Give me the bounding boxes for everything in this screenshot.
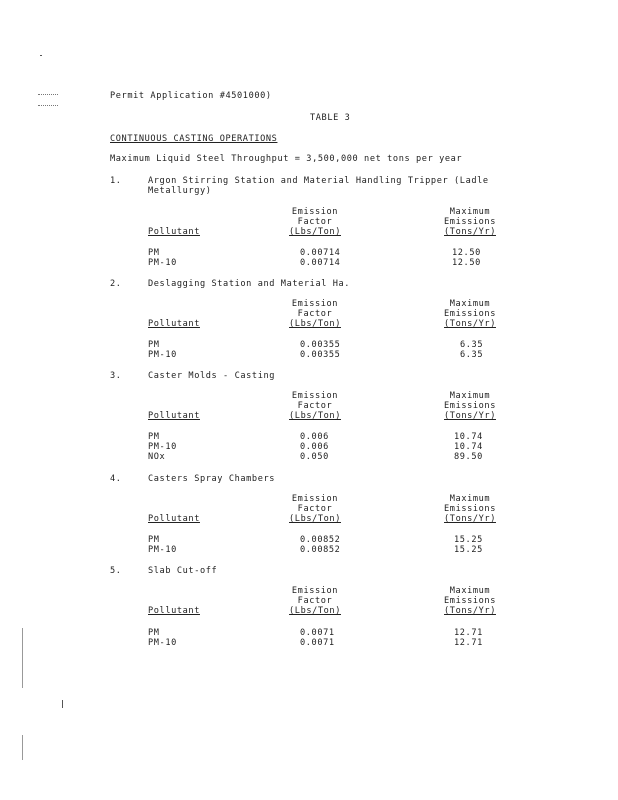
table-row-pollutant: PM-10 — [148, 258, 177, 268]
header-line: (Lbs/Ton) — [289, 606, 341, 616]
table-row-max: 6.35 — [460, 340, 484, 350]
header-line: (Lbs/Ton) — [289, 514, 341, 524]
header-line: Factor — [297, 401, 333, 411]
stamp-mark — [38, 94, 58, 106]
table-row-pollutant: PM — [148, 340, 160, 350]
header-line: (Tons/Yr) — [444, 514, 496, 524]
scan-speck — [62, 700, 63, 708]
table-row-pollutant: PM — [148, 535, 160, 545]
table-row-pollutant: PM-10 — [148, 638, 177, 648]
header-line: Factor — [297, 309, 333, 319]
scan-edge-line — [22, 628, 23, 688]
header-line: (Lbs/Ton) — [289, 319, 341, 329]
emission-factor-header — [270, 391, 360, 421]
header-line: (Tons/Yr) — [444, 606, 496, 616]
emission-factor-header — [270, 586, 360, 616]
section-heading: Slab Cut-off — [148, 566, 218, 576]
permit-label: Permit Application #4501000) — [110, 91, 272, 101]
table-row-pollutant: PM — [148, 432, 160, 442]
section-number: 3. — [110, 371, 122, 381]
emission-factor-header — [270, 207, 360, 237]
header-line: Emissions — [444, 504, 496, 514]
table-row-factor: 0.006 — [300, 432, 329, 442]
header-line: Maximum — [449, 494, 491, 504]
table-row-factor: 0.00714 — [300, 258, 341, 268]
section-heading: Deslagging Station and Material Ha. — [148, 279, 351, 289]
pollutant-header: Pollutant — [148, 227, 200, 237]
header-line: Maximum — [449, 207, 491, 217]
emission-factor-header — [270, 299, 360, 329]
header-line: (Tons/Yr) — [444, 319, 496, 329]
table-row-max: 12.50 — [452, 248, 481, 258]
section-heading: Casters Spray Chambers — [148, 474, 276, 484]
pollutant-header: Pollutant — [148, 411, 200, 421]
table-row-pollutant: PM-10 — [148, 545, 177, 555]
section-number: 2. — [110, 279, 122, 289]
section-heading: Caster Molds - Casting — [148, 371, 276, 381]
table-row-max: 89.50 — [454, 452, 483, 462]
emission-factor-header — [270, 494, 360, 524]
header-line: Emissions — [444, 217, 496, 227]
header-line: Maximum — [449, 586, 491, 596]
table-row-max: 6.35 — [460, 350, 484, 360]
header-line: Emission — [291, 494, 339, 504]
table-row-max: 12.71 — [454, 638, 483, 648]
section-number: 1. — [110, 176, 122, 186]
header-line: Emissions — [444, 401, 496, 411]
header-line: (Tons/Yr) — [444, 411, 496, 421]
header-line: Factor — [297, 217, 333, 227]
header-line: Factor — [297, 596, 333, 606]
header-line: Emission — [291, 586, 339, 596]
header-line: (Lbs/Ton) — [289, 411, 341, 421]
table-row-max: 10.74 — [454, 432, 483, 442]
table-row-pollutant: PM-10 — [148, 350, 177, 360]
max-emissions-header — [420, 494, 520, 524]
section-number: 5. — [110, 566, 122, 576]
table-row-pollutant: NOx — [148, 452, 166, 462]
table-row-max: 12.71 — [454, 628, 483, 638]
table-row-factor: 0.00355 — [300, 340, 341, 350]
table-row-factor: 0.00852 — [300, 545, 341, 555]
table-row-factor: 0.00355 — [300, 350, 341, 360]
table-row-max: 10.74 — [454, 442, 483, 452]
scan-speck — [40, 55, 42, 56]
pollutant-header: Pollutant — [148, 319, 200, 329]
header-line: Emission — [291, 391, 339, 401]
table-row-max: 15.25 — [454, 535, 483, 545]
max-emissions-header — [420, 207, 520, 237]
max-emissions-header — [420, 391, 520, 421]
header-line: Maximum — [449, 299, 491, 309]
section-heading-continued: Metallurgy) — [148, 186, 212, 196]
section-title: CONTINUOUS CASTING OPERATIONS — [110, 134, 278, 144]
table-title: TABLE 3 — [310, 113, 351, 123]
pollutant-header: Pollutant — [148, 606, 200, 616]
header-line: Maximum — [449, 391, 491, 401]
header-line: Emissions — [444, 309, 496, 319]
table-row-max: 12.50 — [452, 258, 481, 268]
table-row-factor: 0.0071 — [300, 628, 335, 638]
table-row-pollutant: PM-10 — [148, 442, 177, 452]
header-line: Emission — [291, 299, 339, 309]
header-line: (Lbs/Ton) — [289, 227, 341, 237]
scan-edge-line — [22, 735, 23, 760]
table-row-factor: 0.00714 — [300, 248, 341, 258]
header-line: Emission — [291, 207, 339, 217]
throughput-line: Maximum Liquid Steel Throughput = 3,500,000 net tons per year — [110, 154, 463, 164]
section-heading: Argon Stirring Station and Material Handling Tripper (Ladle — [148, 176, 489, 186]
table-row-pollutant: PM — [148, 248, 160, 258]
max-emissions-header — [420, 586, 520, 616]
header-line: (Tons/Yr) — [444, 227, 496, 237]
header-line: Emissions — [444, 596, 496, 606]
table-row-factor: 0.0071 — [300, 638, 335, 648]
table-row-factor: 0.006 — [300, 442, 329, 452]
table-row-factor: 0.050 — [300, 452, 329, 462]
table-row-factor: 0.00852 — [300, 535, 341, 545]
section-number: 4. — [110, 474, 122, 484]
max-emissions-header — [420, 299, 520, 329]
table-row-max: 15.25 — [454, 545, 483, 555]
header-line: Factor — [297, 504, 333, 514]
pollutant-header: Pollutant — [148, 514, 200, 524]
table-row-pollutant: PM — [148, 628, 160, 638]
